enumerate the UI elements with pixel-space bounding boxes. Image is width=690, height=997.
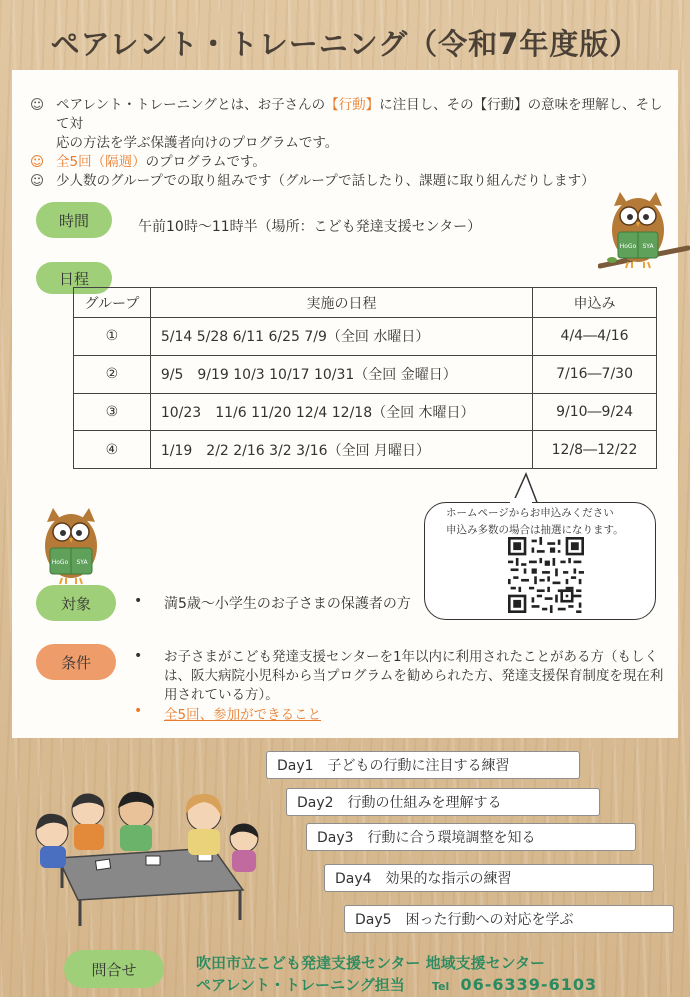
table-row	[74, 318, 657, 356]
dates-cell: 9/5 9/19 10/3 10/17 10/31（全回 金曜日）	[150, 355, 532, 393]
apply-cell: 4/4―4/16	[533, 318, 657, 356]
apply-cell: 7/16―7/30	[533, 355, 657, 393]
contact-organization: 吹田市立こども発達支援センター 地域支援センター	[196, 954, 546, 972]
dates-cell: 10/23 11/6 11/20 12/4 12/18（全回 木曜日）	[150, 393, 532, 431]
day-2-card: Day2 行動の仕組みを理解する	[286, 788, 600, 816]
page-title: ペアレント・トレーニング（令和7年度版）	[50, 27, 640, 61]
owl-book-text: HoGo	[619, 243, 637, 250]
speech-text	[446, 505, 624, 539]
time-label: 時間	[36, 202, 112, 238]
speech-line-1: ホームページからお申込みください	[446, 507, 614, 519]
time-text: 午前10時～11時半（場所：こども発達支援センター）	[138, 219, 482, 235]
intro-line-2	[30, 134, 670, 153]
conditions-label: 条件	[36, 644, 116, 680]
dates-cell: 1/19 2/2 2/16 3/2 3/16（全回 月曜日）	[150, 431, 532, 469]
dates-cell: 5/14 5/28 6/11 6/25 7/9（全回 水曜日）	[150, 318, 532, 356]
apply-cell: 9/10―9/24	[533, 393, 657, 431]
contact-label: 問合せ	[64, 950, 164, 988]
smile-icon: ☺	[30, 173, 45, 189]
intro-text: 応の方法を学ぶ保護者向けのプログラムです。	[56, 135, 339, 151]
bullet-icon: •	[134, 648, 143, 664]
group-cell: ③	[74, 393, 151, 431]
group-cell: ④	[74, 431, 151, 469]
intro-text: に注目し、その【行動】の意味を理解し、そして対	[56, 97, 663, 132]
contact-line	[196, 974, 597, 995]
intro-highlight: 【行動】	[325, 97, 380, 113]
sessions-highlight: 全5回（隔週）	[56, 154, 146, 170]
intro-text: のプログラムです。	[145, 154, 266, 170]
bullet-icon: •	[134, 703, 143, 719]
smile-icon: ☺	[30, 97, 45, 113]
intro-line-4	[30, 172, 670, 191]
group-cell: ②	[74, 355, 151, 393]
table-header-row	[74, 288, 657, 318]
owl-book-text: HoGo	[51, 559, 69, 566]
speech-line-2: 申込み多数の場合は抽選になります。	[446, 524, 624, 536]
intro-text: 少人数のグループでの取り組みです（グループで話したり、課題に取り組んだりします）	[56, 173, 595, 189]
phone-number[interactable]: 06-6339-6103	[460, 975, 598, 994]
intro-text: ペアレント・トレーニングとは、お子さんの	[56, 97, 326, 113]
owl-reading-illustration	[38, 502, 104, 586]
schedule-table	[73, 287, 657, 469]
owl-book-text: SYA	[642, 243, 654, 250]
day-5-card: Day5 困った行動への対応を学ぶ	[344, 905, 674, 933]
column-header: グループ	[74, 288, 151, 318]
day-1-card: Day1 子どもの行動に注目する練習	[266, 751, 580, 779]
schedule-label: 日程	[36, 262, 112, 294]
conditions-text: お子さまがこども発達支援センターを1年以内に利用されたことがある方（もしくは、阪大病院小児科から当プログラムを勧められた方、発達支援保育制度を現在利用されている方）。	[164, 649, 664, 703]
owl-branch-illustration	[598, 188, 690, 284]
day-4-card: Day4 効果的な指示の練習	[324, 864, 654, 892]
owl-book-text: SYA	[76, 559, 88, 566]
day-3-card: Day3 行動に合う環境調整を知る	[306, 823, 636, 851]
column-header: 申込み	[533, 288, 657, 318]
intro-line-1	[30, 96, 670, 134]
intro-section	[30, 96, 670, 191]
target-text: 満5歳～小学生のお子さまの保護者の方	[164, 596, 411, 612]
column-header: 実施の日程	[150, 288, 532, 318]
group-cell: ①	[74, 318, 151, 356]
intro-line-3	[30, 153, 670, 172]
apply-cell: 12/8―12/22	[533, 431, 657, 469]
smile-icon: ☺	[30, 154, 45, 170]
group-meeting-illustration	[18, 780, 268, 930]
tel-label: Tel	[431, 980, 450, 993]
qr-code-icon[interactable]	[508, 537, 584, 613]
target-label: 対象	[36, 585, 116, 621]
bullet-icon: •	[134, 593, 143, 609]
table-row	[74, 431, 657, 469]
conditions-highlight: 全5回、参加ができること	[164, 707, 322, 723]
contact-department: ペアレント・トレーニング担当	[196, 976, 405, 994]
table-row	[74, 393, 657, 431]
table-row	[74, 355, 657, 393]
